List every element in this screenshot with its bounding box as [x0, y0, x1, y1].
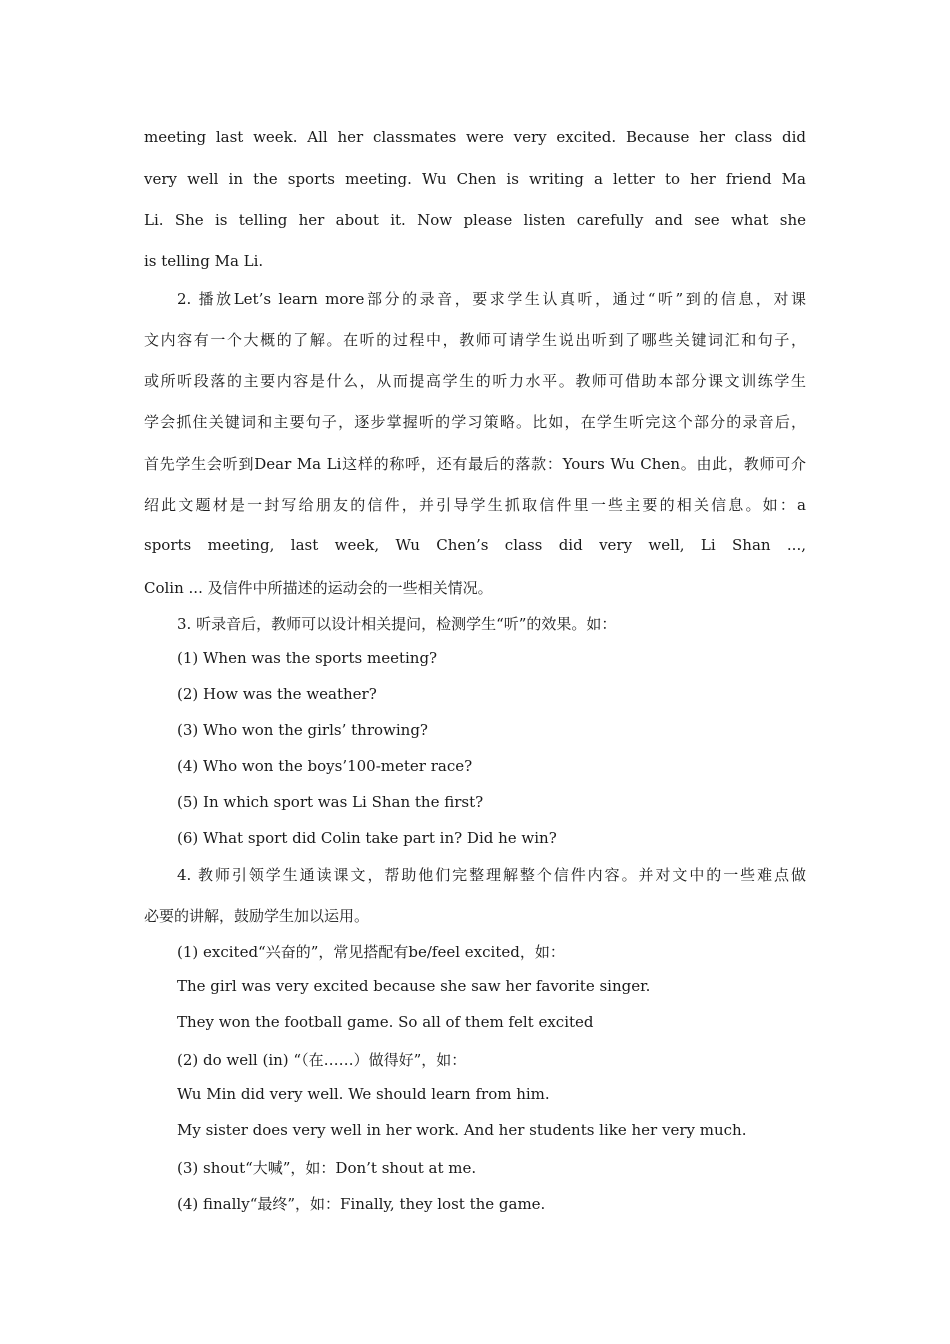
step4-point-3: (3) shout“大喊”，如：Don’t shout at me. [177, 1159, 477, 1177]
step2-line-1: 2. 播放Let’s learn more部分的录音，要求学生认真听，通过“听”到的信息，对课 [177, 290, 806, 308]
step2-line-5: 首先学生会听到Dear Ma Li这样的称呼，还有最后的落款：Yours Wu Chen。由此，教师可介 [144, 455, 806, 473]
step2-line-3: 或所听段落的主要内容是什么，从而提高学生的听力水平。教师可借助本部分课文训练学生 [144, 372, 806, 390]
step4-point-1: (1) excited“兴奋的”，常见搭配有be/feel excited，如： [177, 943, 565, 961]
step3-question-5: (5) In which sport was Li Shan the first? [177, 793, 484, 811]
step4-example-2: They won the football game. So all of them felt excited [177, 1013, 594, 1031]
step3-intro: 3. 听录音后，教师可以设计相关提问，检测学生“听”的效果。如： [177, 615, 617, 633]
step4-example-4: My sister does very well in her work. And her students like her very much. [177, 1121, 747, 1139]
step3-question-6: (6) What sport did Colin take part in? Did he win? [177, 829, 557, 847]
intro-line-4: is telling Ma Li. [144, 252, 264, 270]
step2-line-2: 文内容有一个大概的了解。在听的过程中，教师可请学生说出听到了哪些关键词汇和句子， [144, 331, 806, 349]
step2-line-6: 绍此文题材是一封写给朋友的信件，并引导学生抓取信件里一些主要的相关信息。如：a [144, 496, 806, 514]
intro-line-3: Li. She is telling her about it. Now please listen carefully and see what she [144, 211, 806, 229]
step4-point-2: (2) do well (in) “（在……）做得好”，如： [177, 1051, 467, 1069]
step3-question-4: (4) Who won the boys’100-meter race? [177, 757, 473, 775]
step4-example-1: The girl was very excited because she saw her favorite singer. [177, 977, 651, 995]
step4-example-3: Wu Min did very well. We should learn from him. [177, 1085, 550, 1103]
step3-question-2: (2) How was the weather? [177, 685, 377, 703]
step2-line-4: 学会抓住关键词和主要句子，逐步掌握听的学习策略。比如，在学生听完这个部分的录音后， [144, 413, 806, 431]
step4-point-4: (4) finally“最终”，如：Finally, they lost the game. [177, 1195, 546, 1213]
step2-line-7: sports meeting, last week, Wu Chen’s class did very well, Li Shan ..., [144, 536, 806, 554]
step3-question-3: (3) Who won the girls’ throwing? [177, 721, 428, 739]
step2-line-8: Colin ... 及信件中所描述的运动会的一些相关情况。 [144, 579, 493, 597]
intro-line-1: meeting last week. All her classmates were very excited. Because her class did [144, 128, 806, 146]
step4-line-2: 必要的讲解，鼓励学生加以运用。 [144, 907, 370, 925]
intro-line-2: very well in the sports meeting. Wu Chen is writing a letter to her friend Ma [144, 170, 806, 188]
step3-question-1: (1) When was the sports meeting? [177, 649, 438, 667]
step4-line-1: 4. 教师引领学生通读课文，帮助他们完整理解整个信件内容。并对文中的一些难点做 [177, 866, 806, 884]
